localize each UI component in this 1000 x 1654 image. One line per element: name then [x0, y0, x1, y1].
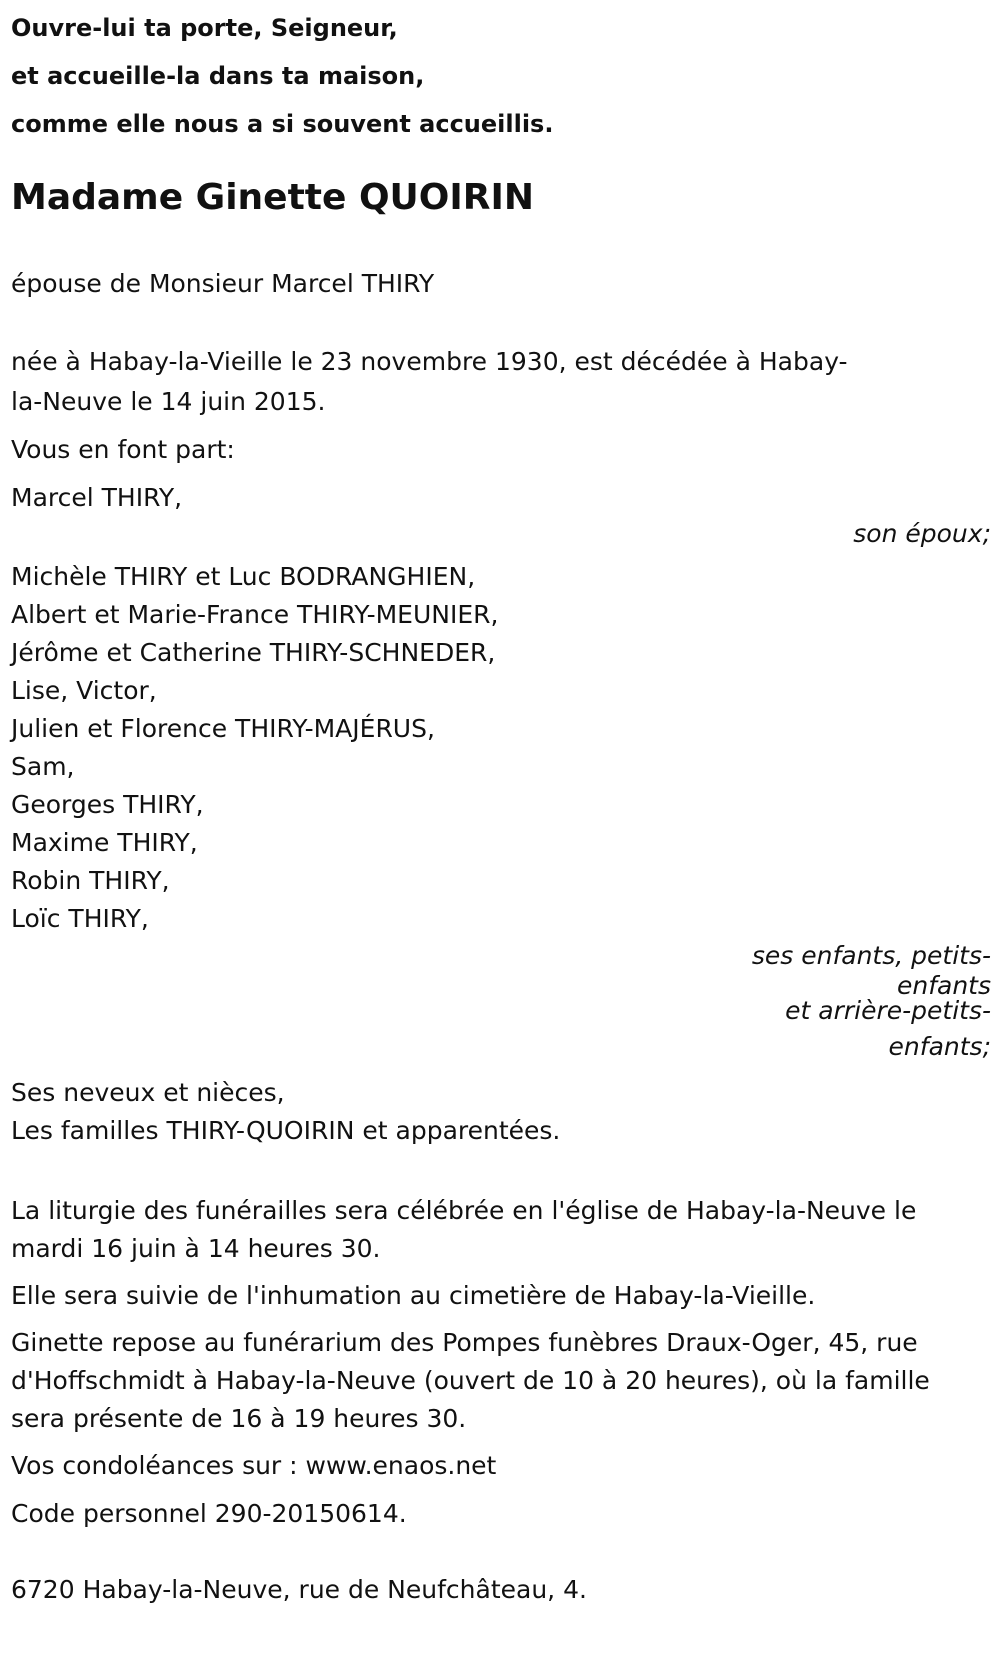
children-role-line: ses enfants, petits-: [751, 941, 991, 970]
deceased-name: Madame Ginette QUOIRIN: [11, 177, 535, 218]
child-line: Sam,: [11, 752, 75, 781]
verse-line: et accueille-la dans ta maison,: [11, 62, 425, 90]
husband-role: son époux;: [853, 519, 991, 548]
children-role-line: enfants;: [888, 1032, 991, 1061]
verse-line: comme elle nous a si souvent accueillis.: [11, 110, 554, 138]
address: 6720 Habay-la-Neuve, rue de Neufchâteau, 4.: [11, 1575, 587, 1604]
child-line: Robin THIRY,: [11, 866, 170, 895]
child-line: Albert et Marie-France THIRY-MEUNIER,: [11, 600, 499, 629]
relatives-line: Les familles THIRY-QUOIRIN et apparentées.: [11, 1116, 561, 1145]
child-line: Lise, Victor,: [11, 676, 157, 705]
spouse-line: épouse de Monsieur Marcel THIRY: [11, 269, 435, 298]
children-role-line: enfants: [896, 971, 991, 1000]
personal-code: Code personnel 290-20150614.: [11, 1499, 407, 1528]
children-role-line: et arrière-petits-: [785, 996, 991, 1025]
announce-text: Vous en font part:: [11, 435, 235, 464]
child-line: Jérôme et Catherine THIRY-SCHNEDER,: [11, 638, 496, 667]
child-line: Loïc THIRY,: [11, 904, 149, 933]
burial-text: Elle sera suivie de l'inhumation au cimetière de Habay-la-Vieille.: [11, 1281, 816, 1310]
funerarium-text: Ginette repose au funérarium des Pompes funèbres Draux-Oger, 45, rue d'Hoffschmidt à Habay-la-Neuve (ouvert de 10 à 20 heures), où la famille sera présente de 16 à 19 heures 30.: [11, 1328, 930, 1433]
child-line: Georges THIRY,: [11, 790, 204, 819]
relatives-line: Ses neveux et nièces,: [11, 1078, 285, 1107]
verse-line: Ouvre-lui ta porte, Seigneur,: [11, 14, 398, 42]
funeral-text: La liturgie des funérailles sera célébrée en l'église de Habay-la-Neuve le mardi 16 juin à 14 heures 30.: [11, 1196, 917, 1263]
birth-death-text: née à Habay-la-Vieille le 23 novembre 1930, est décédée à Habay-la-Neuve le 14 juin 2015.: [11, 347, 848, 416]
child-line: Michèle THIRY et Luc BODRANGHIEN,: [11, 562, 476, 591]
child-line: Julien et Florence THIRY-MAJÉRUS,: [11, 714, 435, 743]
children-list: [11, 558, 991, 938]
condolences-text: Vos condoléances sur : www.enaos.net: [11, 1451, 497, 1480]
obituary-notice: [11, 0, 991, 1610]
verse: [11, 4, 991, 148]
husband-name: Marcel THIRY,: [11, 483, 183, 512]
children-role: [11, 938, 991, 1070]
child-line: Maxime THIRY,: [11, 828, 198, 857]
